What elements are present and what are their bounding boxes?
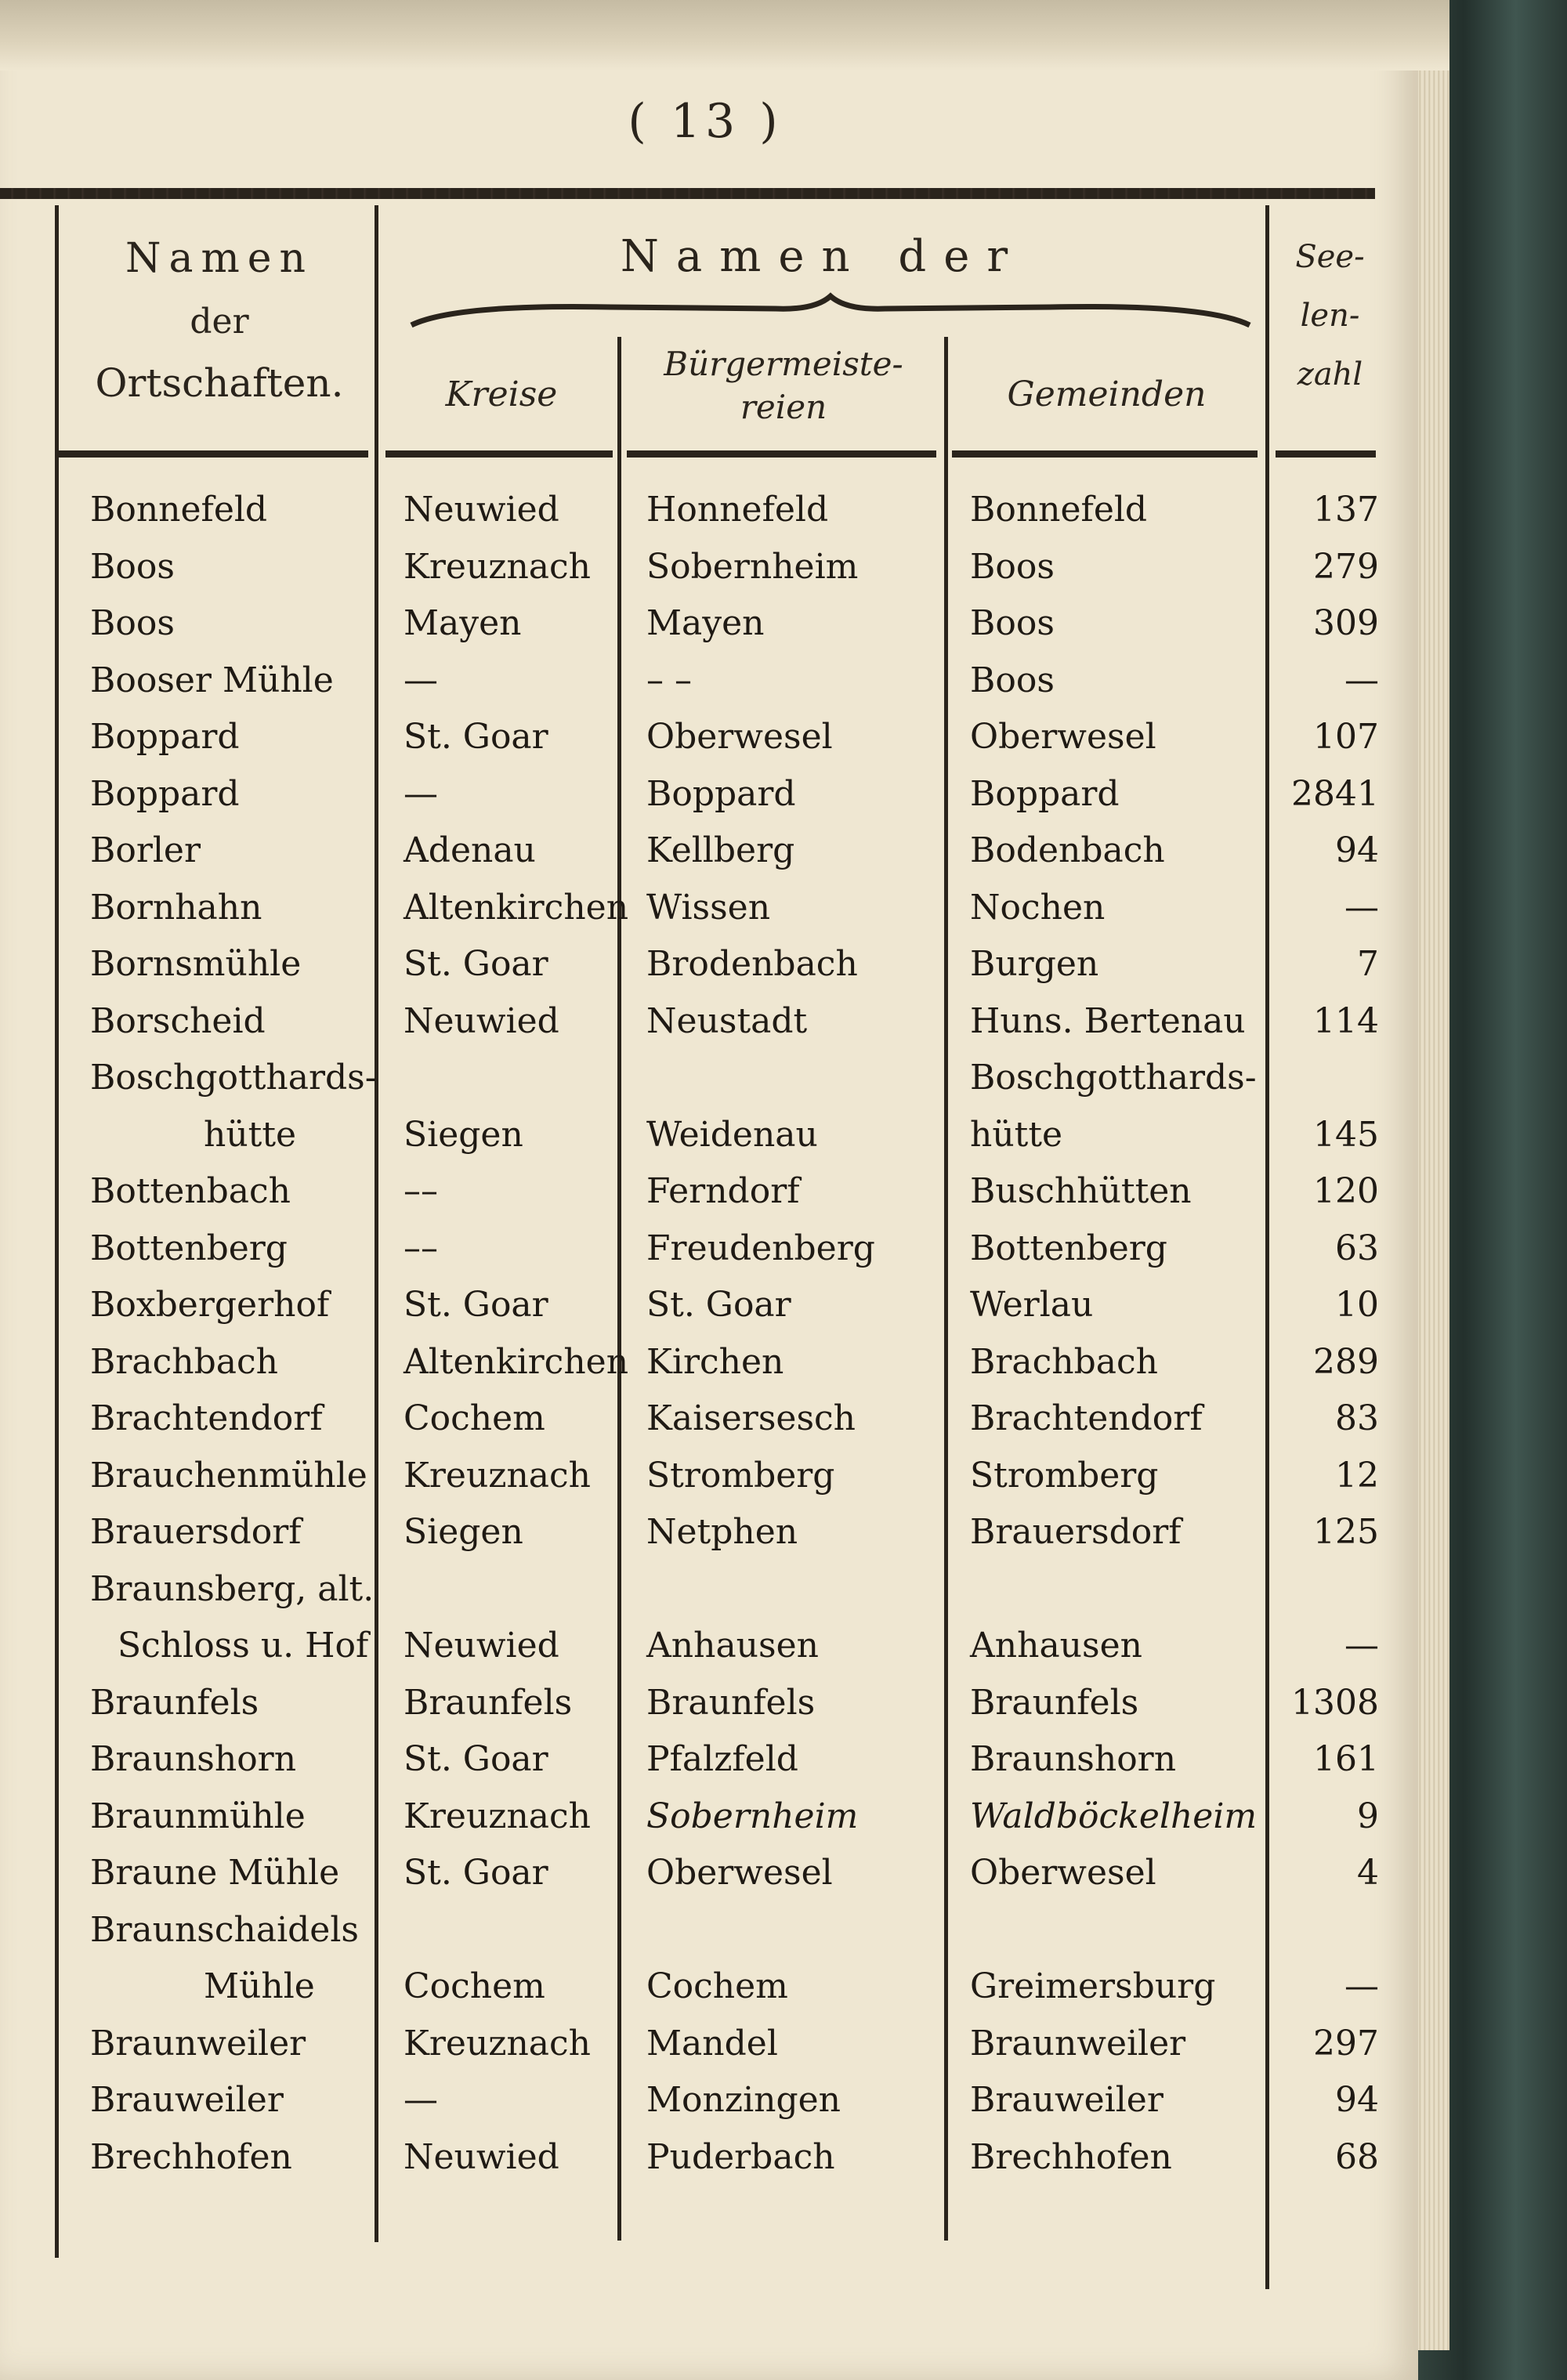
cell-gemeinde: Waldböckelheim: [970, 1796, 1258, 1836]
cell-gemeinde: Burgen: [970, 944, 1099, 984]
cell-seelenzahl: 94: [1335, 2080, 1379, 2120]
cell-ortschaft: Brechhofen: [90, 2136, 292, 2177]
header-group-title: Namen der: [620, 231, 1026, 282]
cell-kreis: Kreuznach: [404, 1796, 592, 1836]
cell-gemeinde: Bonnefeld: [970, 490, 1148, 530]
cell-gemeinde: Greimersburg: [970, 1966, 1216, 2006]
table-row: [0, 1959, 1418, 2015]
header-seel-line1: See-: [1295, 239, 1365, 275]
cell-gemeinde: Boos: [970, 603, 1055, 643]
header-kreise: Kreise: [445, 374, 558, 414]
cell-seelenzahl: 68: [1335, 2136, 1379, 2177]
cell-ortschaft: Bottenbach: [90, 1171, 291, 1211]
header-seel-line2: len-: [1300, 298, 1360, 334]
header-buerg-line1: Bürgermeiste-: [664, 345, 903, 383]
cell-seelenzahl: [1281, 1902, 1379, 1959]
cell-gemeinde: Brauweiler: [970, 2080, 1163, 2120]
cell-seelenzahl: 83: [1335, 1398, 1379, 1438]
cell-buergermeisterei: Kellberg: [646, 830, 795, 870]
header-rule-gem: [952, 450, 1258, 458]
table-row: [0, 1675, 1418, 1731]
cell-gemeinde: Boppard: [970, 773, 1120, 814]
table-row: [0, 1277, 1418, 1333]
cell-ortschaft: Boschgotthards-: [90, 1058, 377, 1098]
top-strip: [0, 0, 1449, 71]
table-row: [0, 993, 1418, 1050]
header-brace: [407, 290, 1254, 337]
cell-ortschaft: Boos: [90, 603, 175, 643]
cell-ortschaft: Bottenberg: [90, 1228, 288, 1268]
cell-buergermeisterei: Wissen: [646, 887, 771, 928]
table-row: [0, 2072, 1418, 2129]
cell-ortschaft: Booser Mühle: [90, 660, 334, 700]
cell-kreis: —: [404, 773, 438, 814]
cell-seelenzahl: 161: [1313, 1739, 1379, 1779]
table-row: [0, 1504, 1418, 1561]
cell-buergermeisterei: Braunfels: [646, 1682, 816, 1723]
cell-kreis: Siegen: [404, 1512, 523, 1552]
cell-gemeinde: Brachbach: [970, 1341, 1158, 1382]
cell-kreis: Neuwied: [404, 490, 559, 530]
cell-ortschaft: Braunshorn: [90, 1739, 297, 1779]
cell-gemeinde: hütte: [970, 1114, 1063, 1155]
cell-buergermeisterei: Cochem: [646, 1966, 788, 2006]
header-gemeinden: Gemeinden: [1007, 374, 1207, 414]
cell-buergermeisterei: Monzingen: [646, 2080, 841, 2120]
cell-kreis: Neuwied: [404, 2136, 559, 2177]
header-rule-kreis: [385, 450, 613, 458]
cell-seelenzahl: 120: [1313, 1171, 1379, 1211]
cell-kreis: Siegen: [404, 1114, 523, 1155]
cell-ortschaft: Bonnefeld: [90, 490, 268, 530]
cell-gemeinde: Werlau: [970, 1285, 1094, 1325]
cell-buergermeisterei: Sobernheim: [646, 1796, 859, 1836]
cell-ortschaft: Braunmühle: [90, 1796, 306, 1836]
cell-seelenzahl: 145: [1313, 1114, 1379, 1155]
top-rule: [0, 188, 1375, 199]
page-number: ( 13 ): [628, 94, 783, 149]
cell-buergermeisterei: Sobernheim: [646, 546, 859, 587]
cell-kreis: St. Goar: [404, 944, 548, 984]
cell-ortschaft: Bornsmühle: [90, 944, 302, 984]
cell-gemeinde: Anhausen: [970, 1626, 1142, 1666]
cell-seelenzahl: 107: [1313, 717, 1379, 757]
header-ort-line3: Ortschaften.: [95, 360, 344, 406]
cell-seelenzahl: 289: [1313, 1341, 1379, 1382]
header-ort-line2: der: [190, 302, 249, 342]
cell-ortschaft: Braunfels: [90, 1682, 259, 1723]
table-row: [0, 653, 1418, 709]
cell-buergermeisterei: Boppard: [646, 773, 796, 814]
cell-ortschaft: Borscheid: [90, 1000, 266, 1041]
table-row: [0, 1845, 1418, 1901]
table-row: [0, 1334, 1418, 1391]
cell-seelenzahl: —: [1344, 1966, 1379, 2006]
cell-ortschaft: Braune Mühle: [90, 1853, 340, 1893]
cell-seelenzahl: 9: [1357, 1796, 1379, 1836]
cell-seelenzahl: 279: [1313, 546, 1379, 587]
cell-kreis: —: [404, 660, 438, 700]
cell-ortschaft: Brachtendorf: [90, 1398, 323, 1438]
cell-gemeinde: Braunfels: [970, 1682, 1139, 1723]
cell-kreis: Cochem: [404, 1398, 545, 1438]
cell-kreis: —: [404, 2080, 438, 2120]
cell-buergermeisterei: Kirchen: [646, 1341, 784, 1382]
cell-buergermeisterei: Anhausen: [646, 1626, 819, 1666]
cell-seelenzahl: —: [1344, 660, 1379, 700]
table-row: [0, 1618, 1418, 1674]
table-row: [0, 709, 1418, 765]
cell-seelenzahl: —: [1344, 1626, 1379, 1666]
cell-kreis: Altenkirchen: [404, 1341, 629, 1382]
cell-gemeinde: Boos: [970, 660, 1055, 700]
cell-ortschaft: Braunsberg, alt.: [90, 1568, 375, 1609]
table-row: [0, 766, 1418, 823]
cell-kreis: Adenau: [404, 830, 536, 870]
cell-buergermeisterei: St. Goar: [646, 1285, 791, 1325]
cell-gemeinde: Brechhofen: [970, 2136, 1172, 2177]
cell-ortschaft: Brachbach: [90, 1341, 278, 1382]
table-row: [0, 482, 1418, 538]
cell-gemeinde: Buschhütten: [970, 1171, 1192, 1211]
cell-ortschaft: Brauersdorf: [90, 1512, 302, 1552]
table-row: [0, 1163, 1418, 1220]
table-row: [0, 1050, 1418, 1106]
cell-ortschaft: Schloss u. Hof: [118, 1626, 369, 1666]
cell-buergermeisterei: Mayen: [646, 603, 765, 643]
cell-ortschaft: hütte: [204, 1114, 297, 1155]
cell-kreis: ––: [404, 1228, 438, 1268]
cell-kreis: Kreuznach: [404, 546, 592, 587]
cell-ortschaft: Boppard: [90, 717, 240, 757]
cell-buergermeisterei: Ferndorf: [646, 1171, 800, 1211]
cell-gemeinde: Oberwesel: [970, 1853, 1156, 1893]
table-row: [0, 2016, 1418, 2072]
cell-ortschaft: Mühle: [204, 1966, 315, 2006]
cell-kreis: ––: [404, 1171, 438, 1211]
cell-ortschaft: Boppard: [90, 773, 240, 814]
cell-ortschaft: Brauweiler: [90, 2080, 284, 2120]
cell-seelenzahl: 309: [1313, 603, 1379, 643]
cell-ortschaft: Braunweiler: [90, 2023, 306, 2064]
cell-kreis: Kreuznach: [404, 2023, 592, 2064]
cell-kreis: St. Goar: [404, 1853, 548, 1893]
cell-buergermeisterei: Neustadt: [646, 1000, 808, 1041]
cell-seelenzahl: 1308: [1291, 1682, 1379, 1723]
header-buerg-line2: reien: [740, 388, 827, 426]
cell-seelenzahl: 12: [1335, 1455, 1379, 1496]
header-brace-path: [411, 296, 1250, 325]
cell-ortschaft: Braunschaidels: [90, 1909, 359, 1950]
cell-kreis: St. Goar: [404, 717, 548, 757]
cell-kreis: Braunfels: [404, 1682, 573, 1723]
cell-buergermeisterei: Netphen: [646, 1512, 798, 1552]
cell-ortschaft: Bornhahn: [90, 887, 262, 928]
cell-gemeinde: Bodenbach: [970, 830, 1165, 870]
table-row: [0, 1902, 1418, 1959]
table-row: [0, 1731, 1418, 1788]
cell-seelenzahl: [1281, 1050, 1379, 1106]
cell-buergermeisterei: Kaisersesch: [646, 1398, 856, 1438]
cell-seelenzahl: 4: [1357, 1853, 1379, 1893]
cell-kreis: Mayen: [404, 603, 522, 643]
cell-seelenzahl: 63: [1335, 1228, 1379, 1268]
cell-gemeinde: Bottenberg: [970, 1228, 1167, 1268]
cell-seelenzahl: 125: [1313, 1512, 1379, 1552]
cell-seelenzahl: 94: [1335, 830, 1379, 870]
table-row: [0, 1391, 1418, 1447]
cell-buergermeisterei: Oberwesel: [646, 717, 833, 757]
table-row: [0, 1561, 1418, 1618]
table-row: [0, 1221, 1418, 1277]
cell-ortschaft: Boxbergerhof: [90, 1285, 330, 1325]
table-row: [0, 1107, 1418, 1163]
cell-gemeinde: Brauersdorf: [970, 1512, 1182, 1552]
cell-seelenzahl: 297: [1313, 2023, 1379, 2064]
cell-gemeinde: Huns. Bertenau: [970, 1000, 1246, 1041]
cell-buergermeisterei: Puderbach: [646, 2136, 835, 2177]
cell-buergermeisterei: Pfalzfeld: [646, 1739, 798, 1779]
table-row: [0, 1448, 1418, 1504]
table-row: [0, 880, 1418, 936]
table-row: [0, 823, 1418, 879]
cell-seelenzahl: 7: [1357, 944, 1379, 984]
cell-kreis: Kreuznach: [404, 1455, 592, 1496]
cell-kreis: St. Goar: [404, 1285, 548, 1325]
cell-buergermeisterei: Honnefeld: [646, 490, 829, 530]
table-row: [0, 1789, 1418, 1845]
table-row: [0, 595, 1418, 652]
header-rule-buerg: [627, 450, 936, 458]
cell-seelenzahl: 137: [1313, 490, 1379, 530]
cell-seelenzahl: [1281, 1561, 1379, 1618]
cell-kreis: St. Goar: [404, 1739, 548, 1779]
cell-gemeinde: Oberwesel: [970, 717, 1156, 757]
cell-gemeinde: Stromberg: [970, 1455, 1159, 1496]
cell-buergermeisterei: Stromberg: [646, 1455, 835, 1496]
cell-seelenzahl: 10: [1335, 1285, 1379, 1325]
cell-kreis: Neuwied: [404, 1000, 559, 1041]
cell-gemeinde: Braunweiler: [970, 2023, 1186, 2064]
cell-ortschaft: Boos: [90, 546, 175, 587]
cell-buergermeisterei: Brodenbach: [646, 944, 858, 984]
cell-seelenzahl: —: [1344, 887, 1379, 928]
table-row: [0, 2129, 1418, 2186]
cell-buergermeisterei: – –: [646, 660, 692, 700]
cell-buergermeisterei: Oberwesel: [646, 1853, 833, 1893]
header-rule-ort: [59, 450, 368, 458]
table-row: [0, 539, 1418, 595]
table-row: [0, 936, 1418, 993]
cell-buergermeisterei: Mandel: [646, 2023, 778, 2064]
cell-gemeinde: Braunshorn: [970, 1739, 1177, 1779]
cell-seelenzahl: 114: [1313, 1000, 1379, 1041]
header-seel-line3: zahl: [1297, 356, 1363, 392]
cell-kreis: Altenkirchen: [404, 887, 629, 928]
cell-gemeinde: Nochen: [970, 887, 1106, 928]
cell-kreis: Cochem: [404, 1966, 545, 2006]
cell-gemeinde: Brachtendorf: [970, 1398, 1203, 1438]
cell-gemeinde: Boos: [970, 546, 1055, 587]
header-ort-line1: Namen: [125, 235, 314, 282]
cell-ortschaft: Borler: [90, 830, 201, 870]
header-rule-seel: [1276, 450, 1376, 458]
cell-seelenzahl: 2841: [1291, 773, 1379, 814]
cell-kreis: Neuwied: [404, 1626, 559, 1666]
cell-gemeinde: Boschgotthards-: [970, 1058, 1257, 1098]
cell-buergermeisterei: Freudenberg: [646, 1228, 875, 1268]
cell-ortschaft: Brauchenmühle: [90, 1455, 367, 1496]
cell-buergermeisterei: Weidenau: [646, 1114, 818, 1155]
